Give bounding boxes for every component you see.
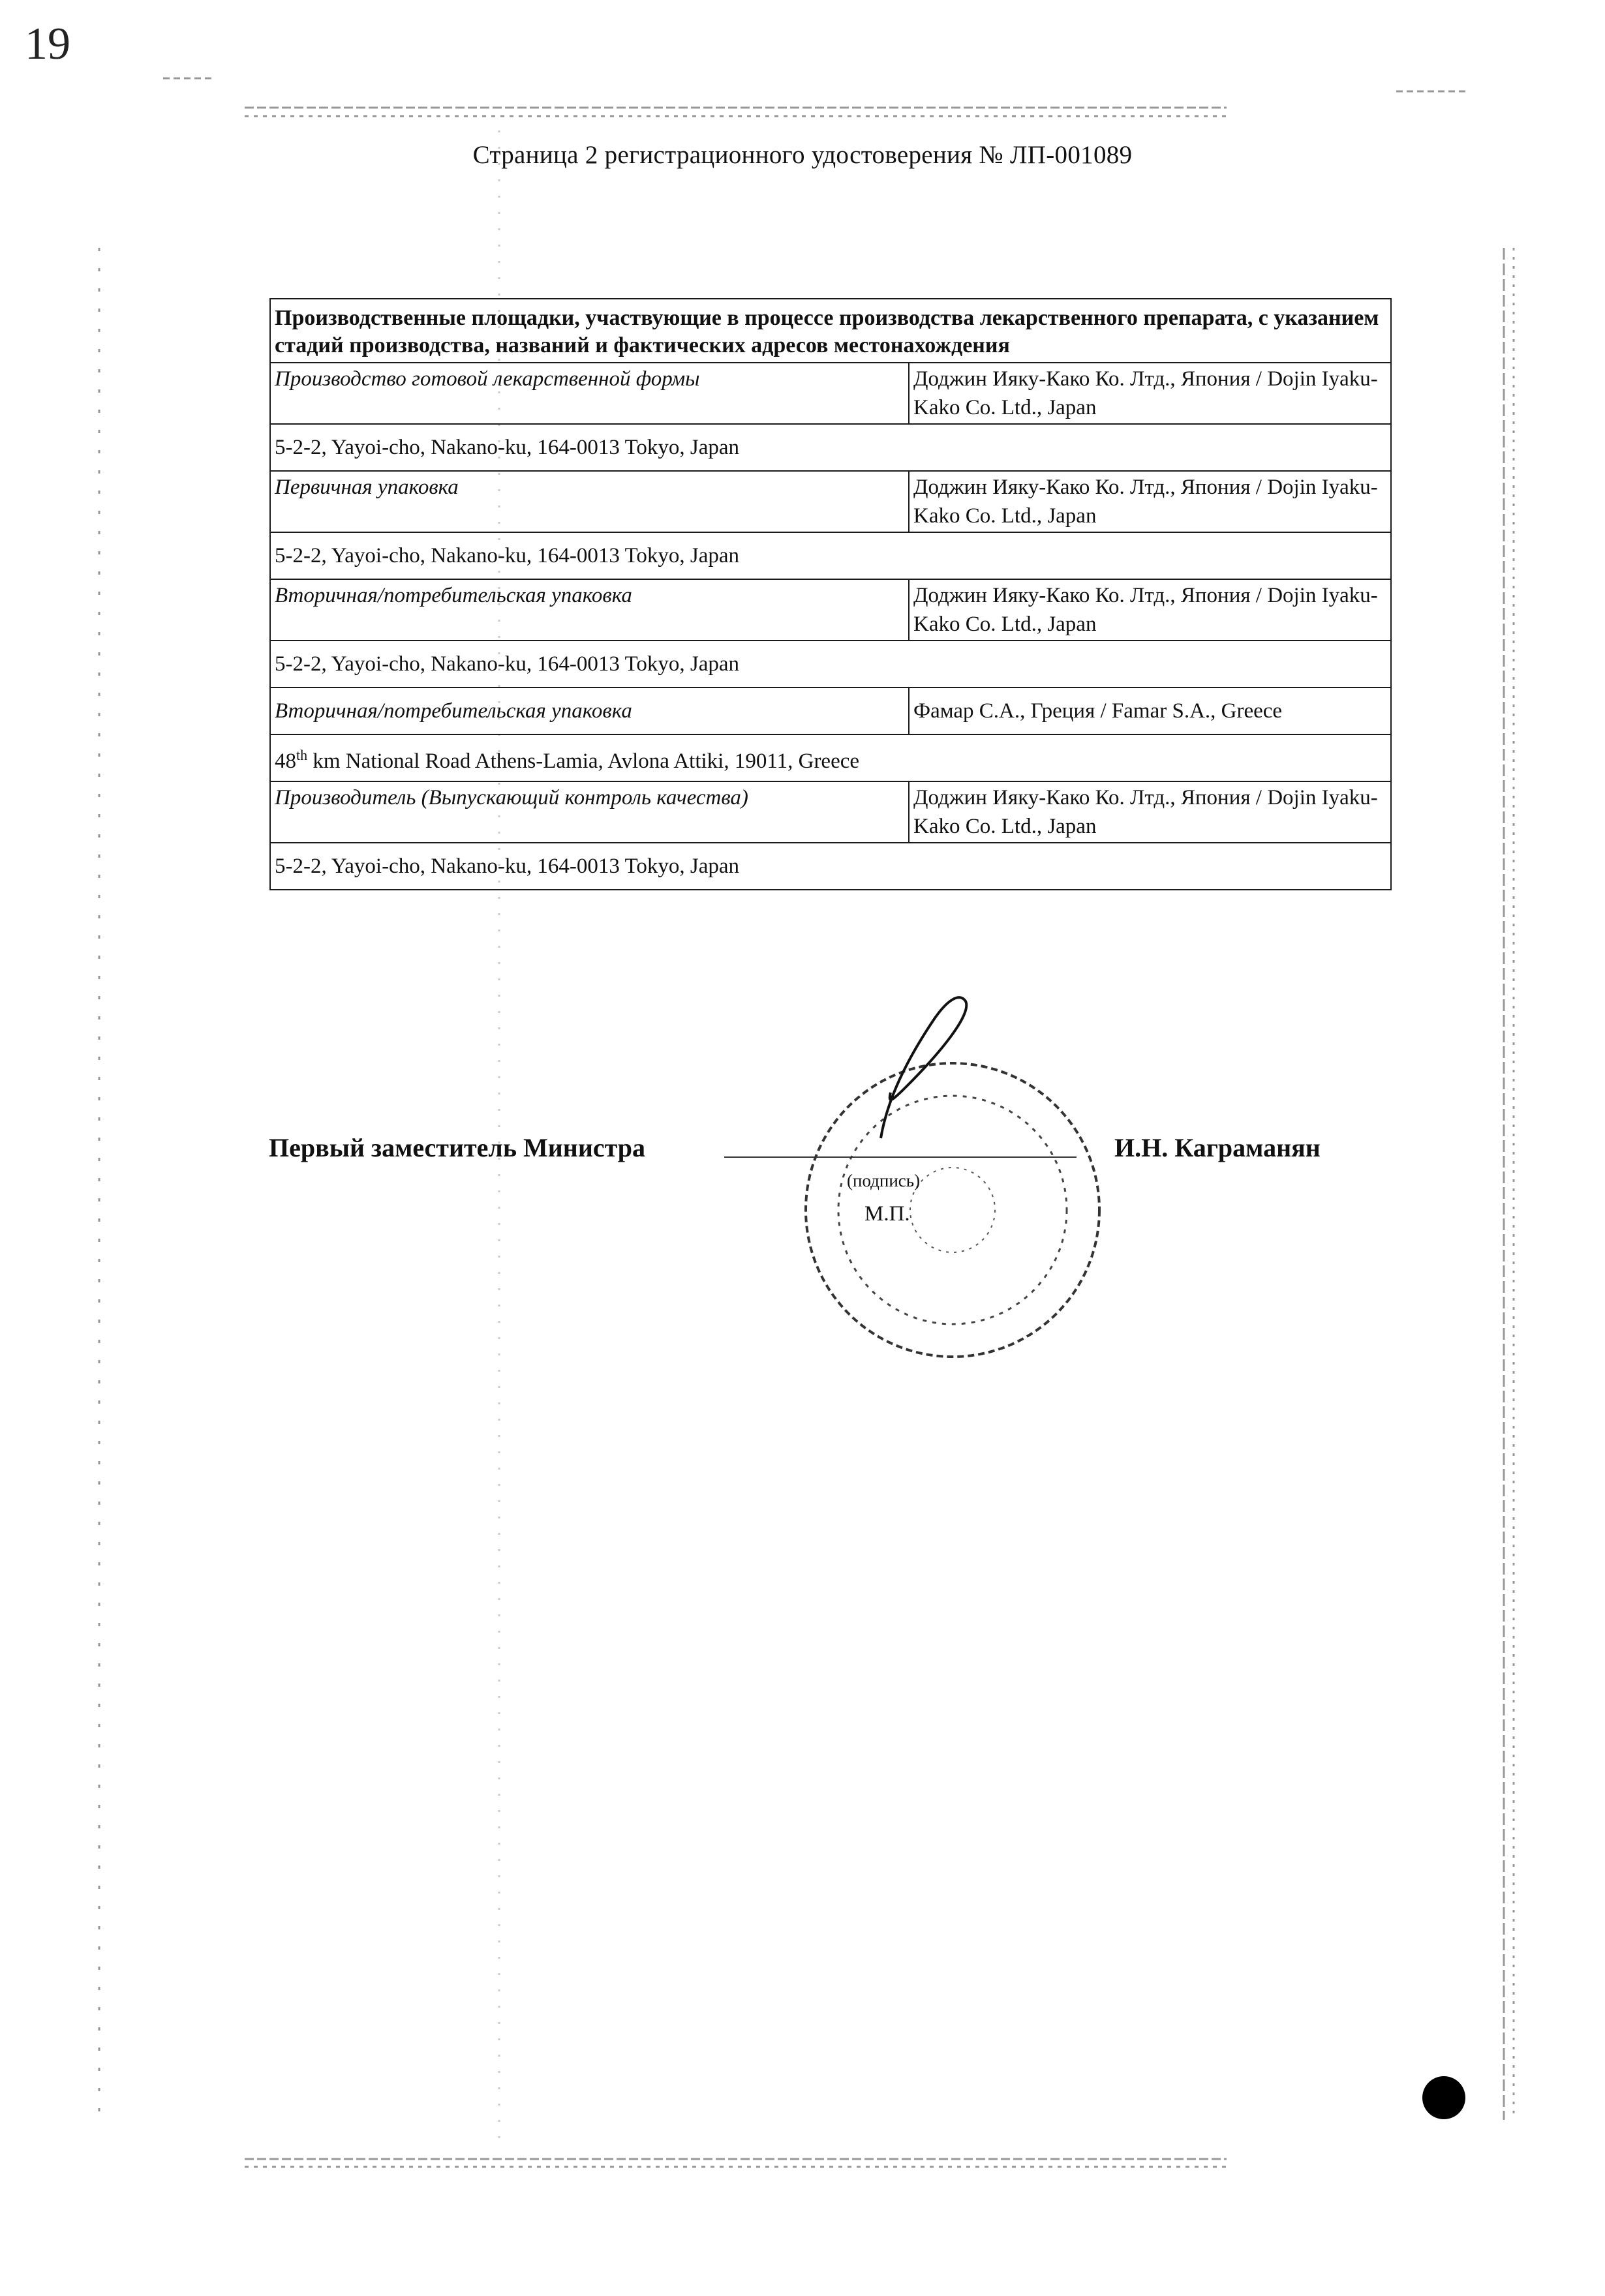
handwritten-page-number: 19	[25, 19, 70, 69]
table-row	[270, 424, 1391, 471]
company-cell: Доджин Ияку-Како Ко. Лтд., Япония / Dojin Iyaku-Kako Co. Ltd., Japan	[909, 781, 1391, 843]
address-ordinal: 48	[275, 749, 296, 773]
address-ordinal-suffix: th	[296, 746, 308, 763]
signatory-title: Первый заместитель Министра	[269, 1133, 646, 1162]
address-cell: 5-2-2, Yayoi-cho, Nakano-ku, 164-0013 Tokyo, Japan	[270, 424, 1391, 471]
company-cell: Доджин Ияку-Како Ко. Лтд., Япония / Dojin Iyaku-Kako Co. Ltd., Japan	[909, 471, 1391, 532]
signatory-name: И.Н. Каграманян	[1114, 1133, 1321, 1162]
address-cell: 5-2-2, Yayoi-cho, Nakano-ku, 164-0013 Tokyo, Japan	[270, 532, 1391, 579]
table-row	[270, 532, 1391, 579]
signature-line	[724, 1156, 1077, 1158]
page-header: Страница 2 регистрационного удостоверения № ЛП-001089	[472, 141, 1133, 169]
table-row	[270, 687, 1391, 734]
address-cell	[270, 734, 1391, 781]
handwritten-signature	[861, 982, 992, 1151]
company-cell: Доджин Ияку-Како Ко. Лтд., Япония / Dojin Iyaku-Kako Co. Ltd., Japan	[909, 579, 1391, 641]
address-rest: km National Road Athens-Lamia, Avlona Attiki, 19011, Greece	[307, 749, 860, 773]
table-row	[270, 781, 1391, 843]
table-row	[270, 579, 1391, 641]
company-cell: Фамар С.А., Греция / Famar S.A., Greece	[909, 687, 1391, 734]
table-header-row	[270, 299, 1391, 363]
stage-cell: Производство готовой лекарственной формы	[270, 363, 909, 424]
signature-caption: (подпись)	[847, 1171, 921, 1190]
stage-cell: Вторичная/потребительская упаковка	[270, 579, 909, 641]
address-cell: 5-2-2, Yayoi-cho, Nakano-ku, 164-0013 Tokyo, Japan	[270, 641, 1391, 687]
stage-cell: Первичная упаковка	[270, 471, 909, 532]
table-row	[270, 734, 1391, 781]
table-title: Производственные площадки, участвующие в процессе производства лекарственного препарата, с указанием стадий производства, названий и фактических адресов местонахождения	[270, 299, 1391, 363]
address-cell: 5-2-2, Yayoi-cho, Nakano-ku, 164-0013 Tokyo, Japan	[270, 843, 1391, 890]
seal-place-label: М.П.	[864, 1202, 910, 1226]
production-sites-table	[269, 298, 1392, 890]
stage-cell: Вторичная/потребительская упаковка	[270, 687, 909, 734]
table-row	[270, 641, 1391, 687]
table-row	[270, 843, 1391, 890]
company-cell: Доджин Ияку-Како Ко. Лтд., Япония / Dojin Iyaku-Kako Co. Ltd., Japan	[909, 363, 1391, 424]
stage-cell: Производитель (Выпускающий контроль качества)	[270, 781, 909, 843]
table-row	[270, 471, 1391, 532]
table-row	[270, 363, 1391, 424]
punch-hole	[1422, 2076, 1465, 2119]
